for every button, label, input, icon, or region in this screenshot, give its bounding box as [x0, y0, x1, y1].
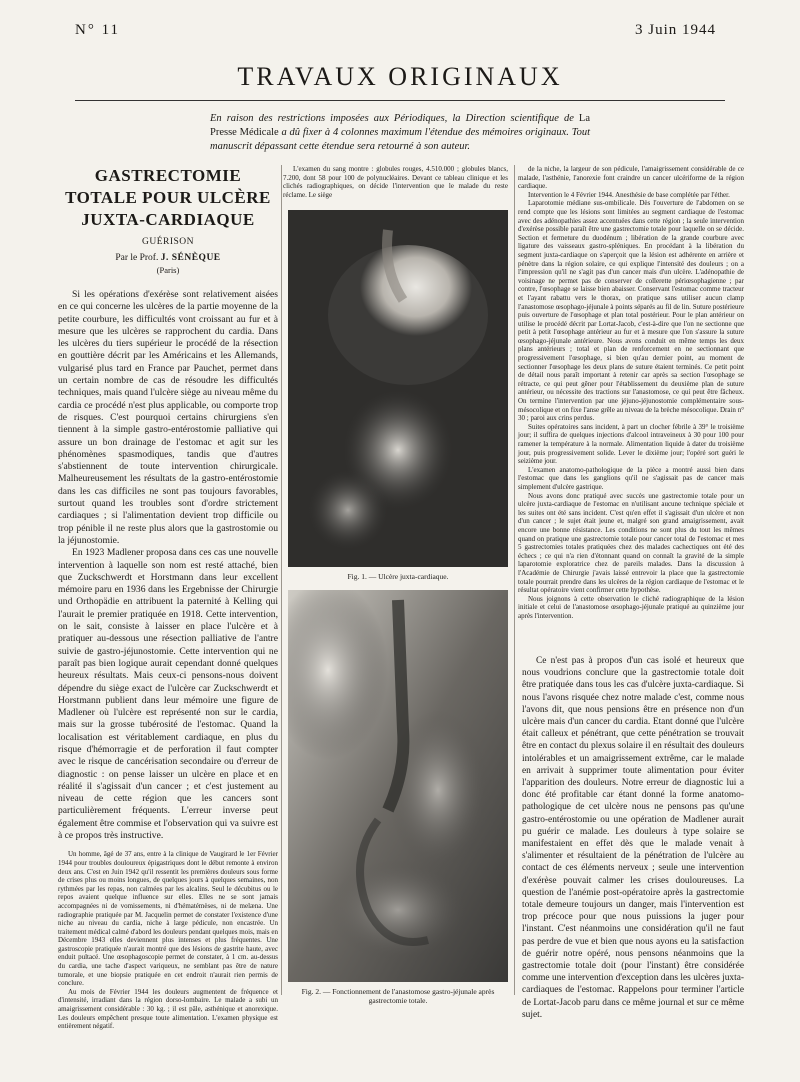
observation-paragraph: Laparotomie médiane sus-ombilicale. Dès l'ouverture de l'abdomen on se rend compte que les lésions sont limitées au segment cardiaque de l'estomac avec des adénopathies assez accentuées dans cette région ; la seule intervention d'exérèse possible paraît être une gastrectomie totale pour laquelle on se décide. Section et fermeture du duodénum ; libération de la grande courbure avec ligature des vaisseaux gastro-spléniques. En procédant à la libération du segment juxta-cardiaque on s'aperçoit que la lésion est adhérente en arrière et pénètre dans la région solaire, ce qui explique l'intensité des douleurs ; on a l'impression qu'il ne s'agit pas d'un cancer mais d'un ulcère. L'adénopathie de voisinage ne permet pas de conserver de collerette périœsophagienne ; par contre, l'œsophage se laisse bien abaisser. Conservant l'estomac comme tracteur et l'ayant rabattu vers le thorax, on pratique sans utiliser aucun clamp l'anastomose œsophago-jéjunale à points séparés au fil de lin. Suture postérieure puis ouverture de l'œsophage et plan total postérieur. Pour le plan antérieur on utilise le procédé décrit par Lortat-Jacob, c'est-à-dire que l'on ne sectionne que petit à petit l'œsophage antérieur au fur et à mesure que l'on s'assure la suture œsophago-jéjunale antérieure. Nous avons conduit en même temps les deux plans antérieurs ; total et plan de renforcement en ne sectionnant que progressivement l'œsophage, si bien qu'au dernier point, au moment de sectionner l'œsophage les deux plans de suture étaient terminés. Ce petit point de détail nous paraît important à retenir car après sa section l'œsophage se rétracte, ce qui peut gêner pour l'établissement du deuxième plan de suture antérieur, ou nécessite des tractions sur l'anastomose, ce qui peut être fâcheux. On termine l'intervention par une jéjuno-jéjunostomie complémentaire sous-mésocolique et on fixe l'anse grêle au niveau de la brèche mésocolique. Drain n° 30 ; paroi aux crins perdus. [518, 199, 744, 423]
editorial-notice [210, 112, 590, 154]
author-location: (Paris) [156, 265, 180, 275]
paragraph: En 1923 Madlener proposa dans ces cas une nouvelle intervention à laquelle son nom est resté attaché, bien que Zuckschwerdt et Horstmann dans leur excellent mémoire paru en 1936 dans les Ergebnisse der Chirurgie und Orthopädie en attribuent la paternité à Kelling qui l'aurait le premier pratiquée en 1918. Cette intervention, on le sait, consiste à laisser en place l'ulcère et à pratiquer au-dessous une résection palliative de l'antre suivie de gastro-jéjunostomie. Cette intervention qui ne paraît pas bien logique aurait cependant donné quelques heureux résultats. Mais ceux-ci pensons-nous doivent dépendre du siège exact de l'ulcère car Zuckschwerdt et Horstmann publient dans leur mémoire une figure de Madlener où l'ulcère est représenté non sur le cardia, mais sur la grosse tubérosité de l'estomac. Quand la localisation est véritablement cardiaque, en plus du risque d'hémorragie et de perforation il faut compter avec le risque de cancérisation secondaire ou d'erreur de diagnostic : on pense laisser un ulcère en place et en réalité il s'agissait d'un cancer ; et c'est justement au niveau de cette région que les cancers sont particulièrement fréquents. L'erreur inverse peut également être commise et l'observation qui va suivre est à ce propos très instructive. [58, 547, 278, 842]
xray-image [288, 590, 508, 982]
column-divider [514, 165, 515, 995]
left-column [58, 165, 278, 1031]
xray-figure-1 [288, 210, 508, 567]
header-rule [75, 100, 725, 101]
observation-paragraph: Suites opératoires sans incident, à part un clocher fébrile à 39° le troisième jour; il suffira de quelques injections d'alcool intraveineux à 30 pour 100 pour ramener la température à la normale. Alimentation liquide à dater du troisième jour, puis progressivement solide. Lever le dixième jour; l'opéré sort guéri le seizième jour. [518, 422, 744, 466]
author-name: J. SÉNÈQUE [160, 253, 221, 263]
notice-text-end: a dû fixer à 4 colonnes maximum l'étendue des mémoires originaux. Tout manuscrit dépassant cette étendue sera retourné à son auteur. [210, 127, 590, 152]
observation-paragraph: Au mois de Février 1944 les douleurs augmentent de fréquence et d'intensité, irradiant dans la région dorso-lombaire. Le malade a subi un amaigrissement considérable : 30 kg. ; il est pâle, asthénique et anorexique. Les douleurs empêchent presque toute alimentation. L'examen physique est entièrement négatif. [58, 987, 278, 1031]
paragraph: Si les opérations d'exérèse sont relativement aisées en ce qui concerne les ulcères de la partie moyenne de la petite courbure, les difficultés vont croissant au fur et à mesure que les ulcères se rapprochent du cardia. Dans les ulcères du tiers supérieur le procédé de la résection en gouttière décrit par les Américains et les Allemands, vulgarisé plus tard en France par Pauchet, permet dans un certain nombre de cas de résoudre les difficultés techniques, mais quand l'ulcère siège au niveau même du cardia ce procédé n'est plus applicable, ou comporte trop de risques. C'est pourquoi certains chirurgiens s'en tiennent à la simple gastro-entérostomie palliative qui assure un bon drainage de l'estomac et agit sur les phénomènes spasmodiques, tandis que d'autres s'abstiennent de toute intervention chirurgicale. Malheureusement les résultats de la gastro-entérostomie dans les cas difficiles ne sont pas toujours favorables, surtout quand les troubles sont d'ordre strictement cardiaques ; si l'alimentation devient trop difficile ou trop pénible il ne reste plus alors que la gastrostomie ou la jéjunostomie. [58, 289, 278, 546]
observation-paragraph: L'examen anatomo-pathologique de la pièce a montré aussi bien dans l'estomac que dans les ganglions qu'il ne s'agissait pas de cancer mais simplement d'ulcère gastrique. [518, 465, 744, 491]
figure-2-caption: Fig. 2. — Fonctionnement de l'anastomose gastro-jéjunale après gastrectomie totale. [301, 987, 495, 1005]
observation-paragraph: Un homme, âgé de 37 ans, entre à la clinique de Vaugirard le 1er Février 1944 pour troubles douloureux épigastriques dont le début remonte à environ deux ans. C'est en Juin 1942 qu'il ressentit les premières douleurs sous forme de crises plus ou moins longues, de quelques jours à quelques semaines, non rythmées par les repas, non calmées par les alcalins. Seul le décubitus ou le repos avaient quelque influence sur elles. Elles ne se sont jamais accompagnées ni de vomissements, ni d'hématémèses, ni de melæna. Une radiographie pratiquée par M. Jacquelin permet de constater l'existence d'une niche au niveau du cardia, niche à large pédicule, non encastrée. Un traitement médical calmé d'abord les douleurs pendant quelques mois, mais en Décembre 1943 elles deviennent plus intenses et plus fréquentes. Une gastroscopie pratiquée n'aurait montré que des lésions de gastrite haute, avec enduit pultacé. Une œsophagoscopie permet de constater, à 1 cm. au-dessus du cardia, une tache d'aspect variqueux, ne semblant pas être de nature tumorale, et une biopsie pratiquée en cet endroit n'aurait rien permis de conclure. [58, 850, 278, 988]
conclusion-paragraph: Ce n'est pas à propos d'un cas isolé et heureux que nous voudrions conclure que la gastrectomie totale doit être pratiquée dans tous les cas d'ulcère juxta-cardiaque. Si nous l'avons risquée chez notre malade c'est, comme nous l'avons dit, que nous pensions être en présence non d'un ulcère mais d'un cancer du cardia. Etant donné que l'ulcère était calleux et pénétrant, que cette pénétration se trouvait être en contact du plexus solaire il en résultait des douleurs intolérables et un amaigrissement extrême, car le malade en arrivait à supprimer toute alimentation pour éviter l'apparition des douleurs. Notre erreur de diagnostic lui a donc été profitable car étant donné la forme anatomo-pathologique de cet ulcère nous ne pensons pas qu'une gastro-entérostomie ou une opération de Madlener aurait pu guérir ce malade. Les douleurs à type solaire se manifestaient en effet dès que le malade venait à s'alimenter et résultaient de la pénétration de l'ulcère au contact de ces éléments nerveux ; seule une intervention d'exérèse pouvait calmer les crises douloureuses. La question de l'anémie post-opératoire après la gastrectomie totale demeure toujours un danger, mais l'intervention est trop précoce pour que nous puissions la juger pour l'instant. C'est néanmoins une considération qu'il ne faut pas perdre de vue et bien que nous ayons eu la satisfaction de guérir notre opéré, nous pensons néanmoins que la gastrectomie totale doit (pour l'instant) être considérée comme une intervention d'exception dans les ulcères juxta-cardiaques de l'estomac. Rappelons pour terminer l'article de Lortat-Jacob paru dans ce même journal et sur ce même sujet. [522, 656, 744, 1020]
conclusion-block [522, 655, 744, 1021]
issue-date: 3 Juin 1944 [635, 22, 717, 38]
middle-column [283, 165, 508, 199]
notice-text: En raison des restrictions imposées aux Périodiques, la Direction scientifique de [210, 113, 579, 124]
issue-number: N° 11 [75, 22, 121, 38]
observation-paragraph: Intervention le 4 Février 1944. Anesthésie de base complétée par l'éther. [528, 190, 730, 199]
byline [58, 253, 278, 263]
column-divider [281, 165, 282, 995]
observation-paragraph: Nous joignons à cette observation le cliché radiographique de la lésion initiale et celui de l'anastomose œsophago-jéjunale pratiqué au quinzième jour après l'intervention. [518, 594, 744, 620]
observation-paragraph: Nous avons donc pratiqué avec succès une gastrectomie totale pour un ulcère juxta-cardiaque de l'estomac en n'utilisant aucune technique spéciale et les suites ont été sans incident. C'est qu'en effet il s'agissait d'un ulcère et non d'un cancer ; le sujet était jeune et, malgré son grand amaigrissement, avait encore une bonne résistance. Les conditions ne sont plus du tout les mêmes quand on pratique une gastrectomie totale pour cancer total de l'estomac et mes 5 gastrectomies totales pratiquées chez des malades cachectiques ont été des échecs ; ce qui n'a rien d'étonnant quand on connaît la gravité de la simple laparotomie exploratrice chez de pareils malades. Dans la discussion à l'Académie de Chirurgie j'avais laissé entrevoir la place que la gastrectomie totale pourrait prendre dans les ulcères de la région cardiaque de l'estomac et le résultat opératoire vient confirmer cette hypothèse. [518, 491, 744, 595]
byline-prefix: Par le Prof. [115, 253, 161, 263]
blood-exam-text: L'examen du sang montre : globules rouges, 4.510.000 ; globules blancs, 7.200, dont 58 pour 100 de polynucléaires. Devant ce tableau clinique et les clichés radiographiques, on décide l'intervention que le malade du reste réclame. Le siège [283, 165, 508, 199]
article-subtitle: GUÉRISON [141, 237, 195, 247]
xray-image [288, 210, 508, 567]
section-title: TRAVAUX ORIGINAUX [237, 62, 563, 91]
xray-figure-2 [288, 590, 508, 982]
right-column-small [518, 165, 744, 620]
observation-paragraph: de la niche, la largeur de son pédicule, l'amaigrissement considérable de ce malade, l'asthénie, l'anorexie font craindre un cancer ulcériforme de la région cardiaque. [518, 165, 744, 191]
article-title: GASTRECTOMIE TOTALE POUR ULCÈRE JUXTA-CARDIAQUE [65, 166, 271, 229]
journal-name: La Presse Médicale [210, 113, 590, 138]
figure-1-caption: Fig. 1. — Ulcère juxta-cardiaque. [347, 572, 449, 581]
